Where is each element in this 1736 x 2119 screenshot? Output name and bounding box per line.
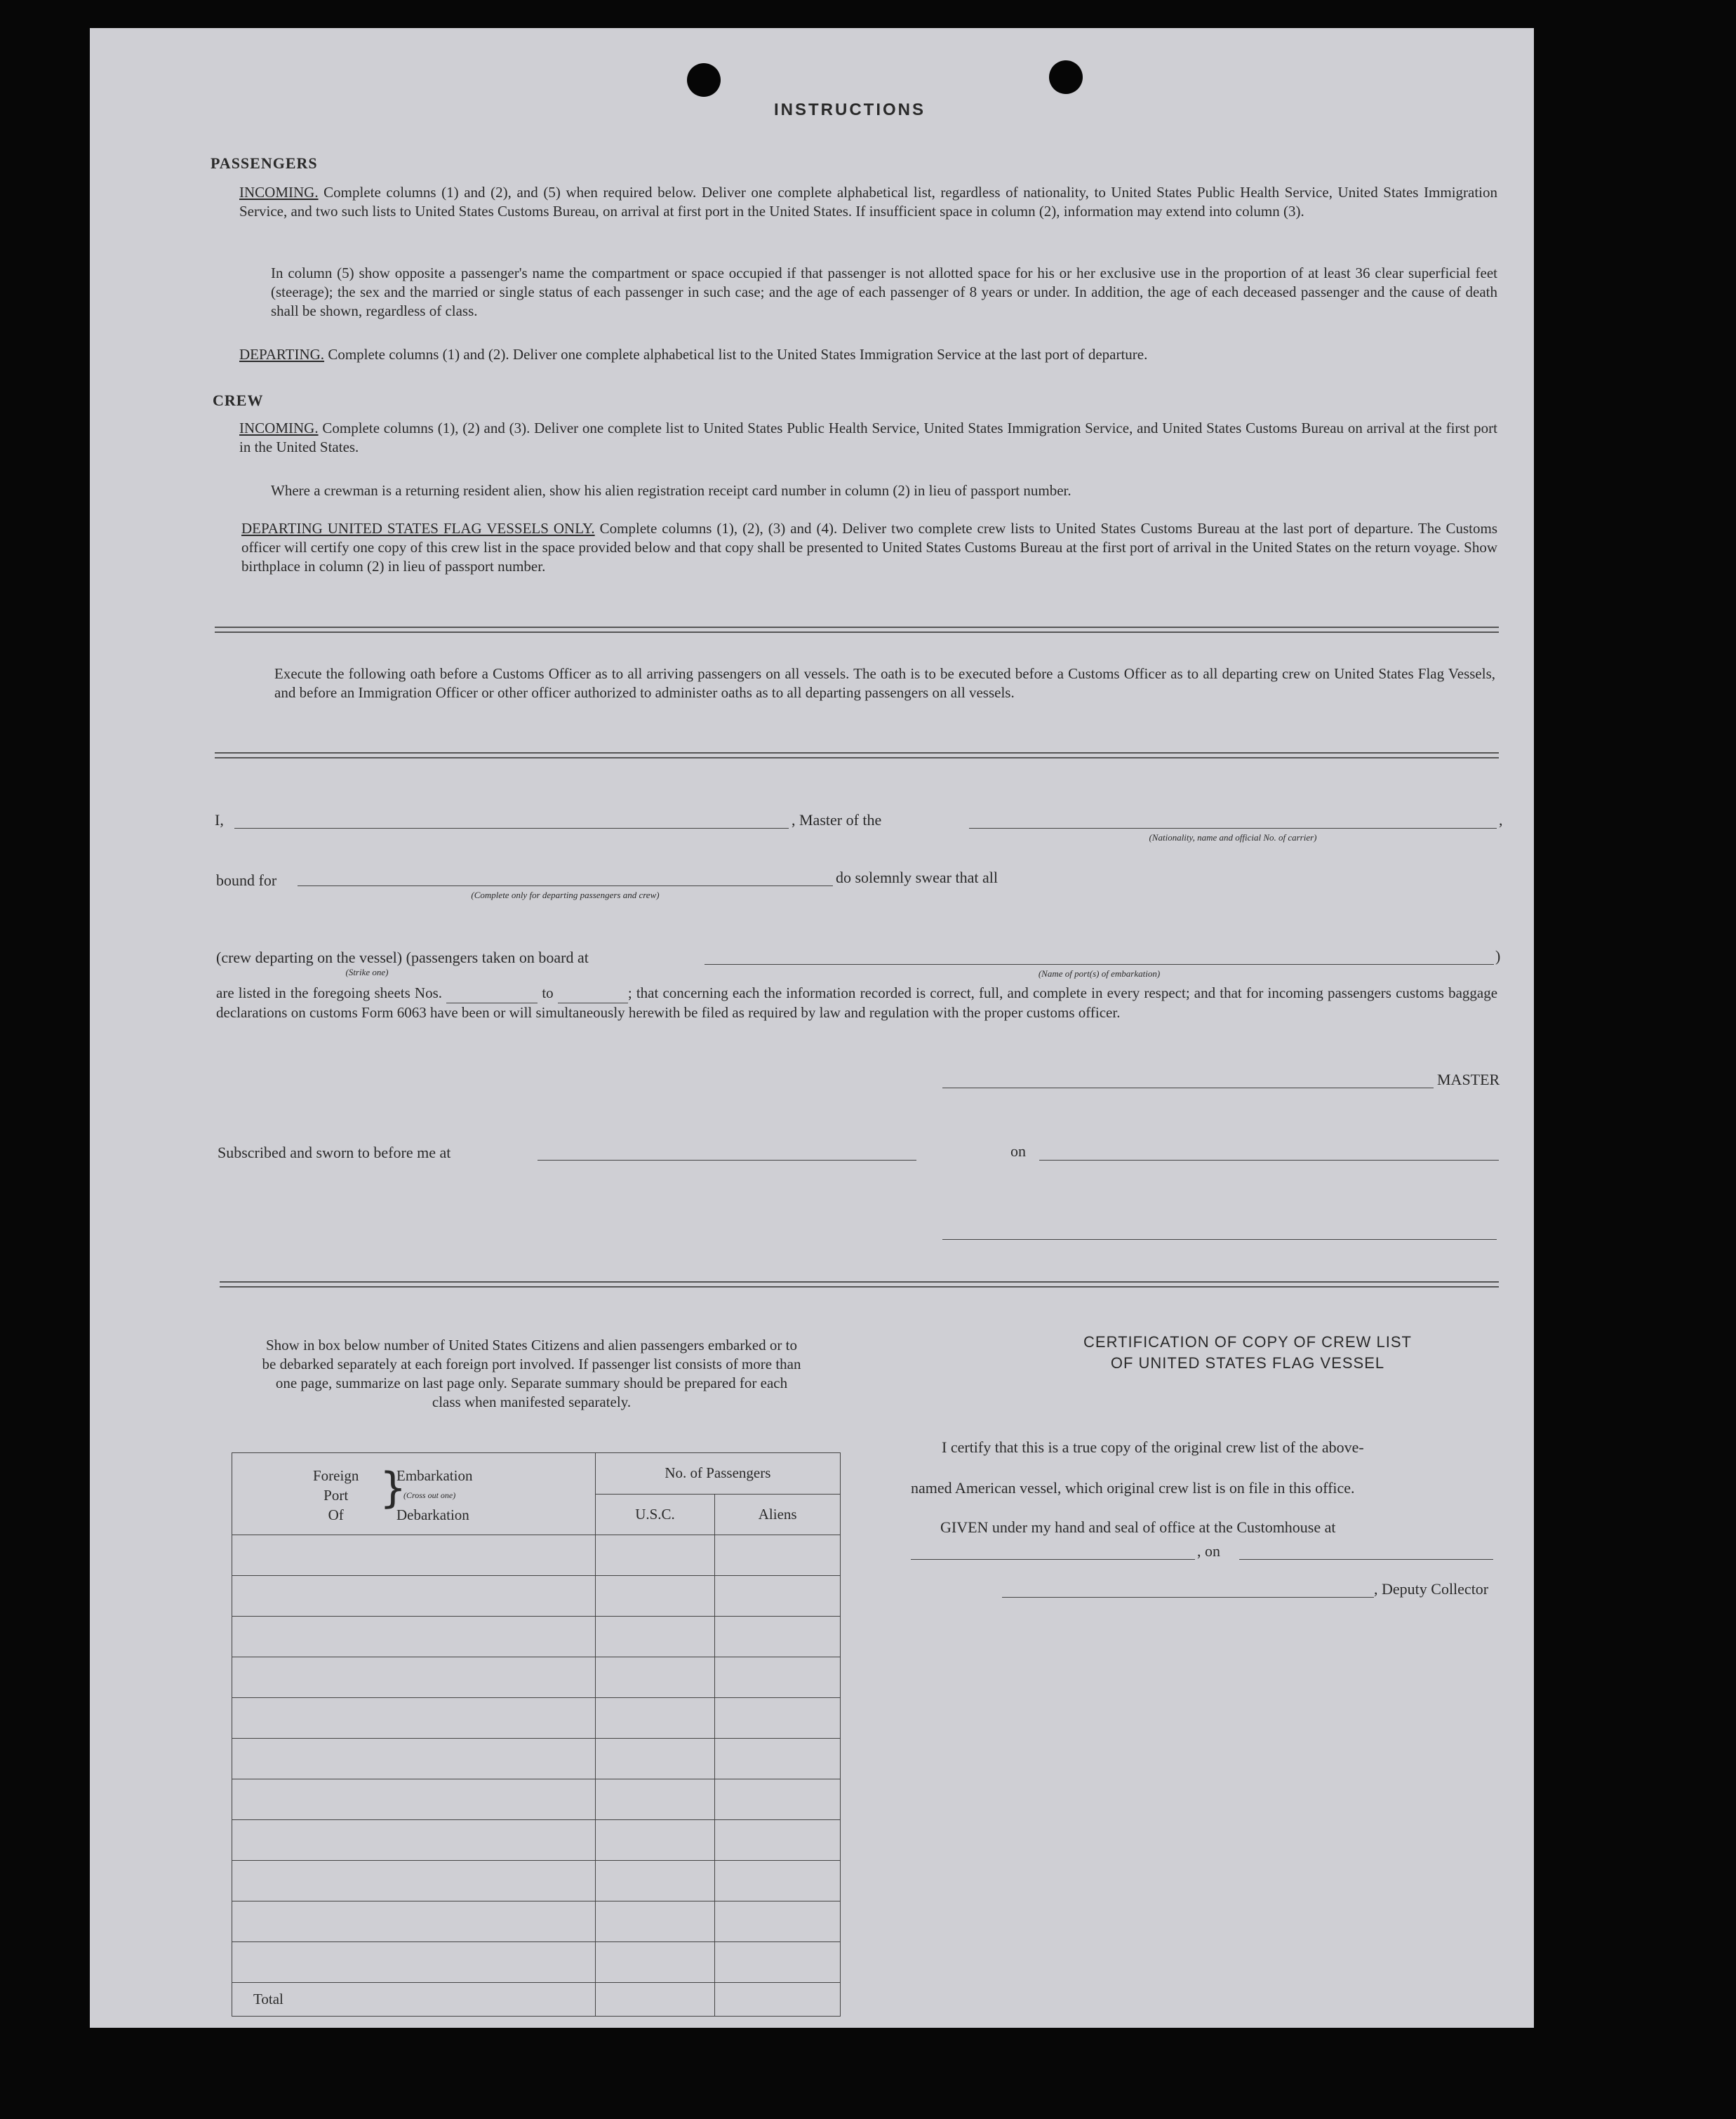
total-usc-cell[interactable]	[595, 1983, 715, 2017]
oath-instructions: Execute the following oath before a Customs Officer as to all arriving passengers on all vessels. The oath is to be executed before a Customs Officer as to all departing crew on United States Flag Vessels, and before an Immigration Officer or other officer authorized to administer oaths as to all departing passengers on all vessels.	[274, 665, 1495, 701]
crew-incoming-label: INCOMING.	[239, 420, 319, 436]
passengers-departing-label: DEPARTING.	[239, 346, 325, 363]
officer-signature-field[interactable]	[942, 1239, 1497, 1240]
passengers-incoming-paragraph	[239, 183, 1497, 221]
sheets-from-field[interactable]	[446, 984, 538, 1003]
sheets-to-field[interactable]	[558, 984, 628, 1003]
subscribed-label: Subscribed and sworn to before me at	[218, 1144, 451, 1161]
carrier-field[interactable]	[969, 828, 1497, 829]
section-divider	[215, 752, 1499, 758]
ports-note: (Name of port(s) of embarkation)	[1038, 968, 1161, 979]
total-label: Total	[232, 1983, 596, 2017]
section-divider	[215, 627, 1499, 633]
section-divider	[220, 1281, 1499, 1288]
customhouse-field[interactable]	[911, 1559, 1195, 1560]
subscribed-date-field[interactable]	[1039, 1160, 1499, 1161]
passengers-heading: PASSENGERS	[211, 154, 318, 172]
crew-resident-paragraph: Where a crewman is a returning resident alien, show his alien registration receipt card number in column (2) in lieu of passport number.	[271, 482, 1071, 499]
passenger-summary-table	[232, 1452, 841, 2017]
oath-i-label: I,	[215, 811, 224, 829]
subscribed-on-label: on	[1010, 1142, 1026, 1160]
certify-line1: I certify that this is a true copy of the original crew list of the above-	[942, 1438, 1364, 1456]
table-row	[232, 1861, 841, 1901]
certification-title: CERTIFICATION OF COPY OF CREW LIST OF UNITED STATES FLAG VESSEL	[1083, 1333, 1412, 1372]
crew-incoming-text: Complete columns (1), (2) and (3). Deliver one complete list to United States Public Health Service, United States Immigration Service, and United States Customs Bureau on arrival at the first port in the United States.	[239, 420, 1498, 455]
table-row	[232, 1901, 841, 1942]
crew-departing-text: Complete columns (1), (2), (3) and (4). Deliver two complete crew lists to United States Customs Bureau at the last port of departure. The Customs officer will certify one copy of this crew list in the space provided below and that copy shall be presented to United States Customs Bureau at the first port of arrival in the United States on the return voyage. Show birthplace in column (2) in lieu of passport number.	[241, 520, 1498, 575]
bound-for-label: bound for	[216, 871, 277, 889]
crew-heading: CREW	[213, 392, 264, 409]
passengers-departing-paragraph	[239, 345, 1497, 364]
certify-line2: named American vessel, which original crew list is on file in this office.	[911, 1479, 1355, 1497]
carrier-note: (Nationality, name and official No. of carrier)	[1149, 832, 1317, 843]
master-label: MASTER	[1437, 1071, 1500, 1088]
table-row	[232, 1535, 841, 1576]
crew-incoming-paragraph	[239, 419, 1497, 457]
crew-departing-text: (crew departing on the vessel) (passengers taken on board at	[216, 949, 589, 966]
no-passengers-header: No. of Passengers	[595, 1453, 840, 1495]
table-row	[232, 1698, 841, 1739]
port-header-cell: Foreign Port Of } Embarkation (Cross out one) Debarkation	[232, 1453, 596, 1535]
crew-departing-label: DEPARTING UNITED STATES FLAG VESSELS ONLY.	[241, 520, 595, 537]
table-row	[232, 1617, 841, 1657]
total-aliens-cell[interactable]	[715, 1983, 841, 2017]
punch-hole	[687, 63, 721, 97]
listed-paragraph: are listed in the foregoing sheets Nos. to ; that concerning each the information recorded is correct, full, and complete in every respect; and that for incoming passengers customs baggage declarations on customs Form 6063 have been or will simultaneously herewith be filed as required by law and regulation with the proper customs officer.	[216, 984, 1498, 1021]
table-row	[232, 1820, 841, 1861]
embarkation-port-field[interactable]	[705, 964, 1494, 965]
passengers-column5-paragraph: In column (5) show opposite a passenger's name the compartment or space occupied if that passenger is not allotted space for his or her exclusive use in the proportion of at least 36 clear superficial feet (steerage); the sex and the married or single status of each passenger in such case; and the age of each passenger of 8 years or under. In addition, the age of each deceased passenger and the cause of death shall be shown, regardless of class.	[271, 265, 1497, 319]
bound-for-note: (Complete only for departing passengers and crew)	[471, 890, 660, 900]
swear-text: do solemnly swear that all	[836, 869, 998, 886]
strike-note: (Strike one)	[345, 967, 389, 977]
deputy-signature-field[interactable]	[1002, 1597, 1374, 1598]
table-row	[232, 1657, 841, 1698]
page-title: INSTRUCTIONS	[774, 100, 926, 119]
table-row	[232, 1779, 841, 1820]
given-text: GIVEN under my hand and seal of office at the Customhouse at	[940, 1518, 1336, 1536]
certification-date-field[interactable]	[1239, 1559, 1493, 1560]
bound-for-field[interactable]	[298, 885, 833, 886]
passengers-incoming-label: INCOMING.	[239, 184, 319, 201]
master-of-label: , Master of the	[792, 811, 882, 829]
passengers-departing-text: Complete columns (1) and (2). Deliver one complete alphabetical list to the United States Immigration Service at the last port of departure.	[328, 346, 1148, 363]
crew-departing-paragraph	[241, 519, 1497, 576]
table-row	[232, 1739, 841, 1779]
subscribed-place-field[interactable]	[538, 1160, 916, 1161]
box-instructions: Show in box below number of United States Citizens and alien passengers embarked or to be debarked separately at each foreign port involved. If passenger list consists of more than one page, summarize on last page only. Separate summary should be prepared for each class when manifested separately.	[262, 1337, 801, 1410]
total-row	[232, 1983, 841, 2017]
punch-hole	[1049, 60, 1083, 94]
aliens-header: Aliens	[715, 1494, 841, 1535]
table-row	[232, 1576, 841, 1617]
certification-on-label: , on	[1197, 1542, 1220, 1560]
document-page: INSTRUCTIONS PASSENGERS INCOMING. Complete columns (1) and (2), and (5) when required below. Deliver one complete alphabetical list, regardless of nationality, to United States Public Health Service, United States Immigration Service, and two such lists to United States Customs Bureau, on arrival at first port in the United States. If insufficient space in column (2), information may extend into column (3). In column (5) show opposite a passenger's name the compartment or space occupied if that passenger is not allotted space for his or her exclusive use in the proportion of at least 36 clear superficial feet (steerage); the sex and the married or single status of each passenger in such case; and the age of each passenger of 8 years or under. In addition, the age of each deceased passenger and the cause of death shall be shown, regardless of class. DEPARTING. Complete columns (1) and (2). Deliver one complete alphabetical list to the United States Immigration Service at the last port of departure. CREW INCOMING. Complete columns (1), (2) and (3). Deliver one complete list to United States Public Health Service, United States Immigration Service, and United States Customs Bureau on arrival at the first port in the United States. Where a crewman is a returning resident alien, show his alien registration receipt card number in column (2) in lieu of passport number. DEPARTING UNITED STATES FLAG VESSELS ONLY. Complete columns (1), (2), (3) and (4). Deliver two complete crew lists to United States Customs Bureau at the last port of departure. The Customs officer will certify one copy of this crew list in the space provided below and that copy shall be presented to United States Customs Bureau at the first port of arrival in the United States on the return voyage. Show birthplace in column (2) in lieu of passport number. Execute the following oath before a Customs Officer as to all arriving passengers on all vessels. The oath is to be executed before a Customs Officer as to all departing crew on United States Flag Vessels, and before an Immigration Officer or other officer authorized to administer oaths as to all departing passengers on all vessels. I, , Master of the , (Nationality, name and official No. of carrier) bound for (Complete only for departing passengers and crew) do solemnly swear that all (crew departing on the vessel) (passengers taken on board at (Strike one) ) (Name of port(s) of embarkation) are listed in the foregoing sheets Nos. to ; that concerning each the information recorded is correct, full, and complete in every respect; and that for incoming passengers customs baggage declarations on customs Form 6063 have been or will simultaneously herewith be filed as required by law and regulation with the proper customs officer. MASTER Subscribed and sworn to before me at on Show in box below number of United States Citizens and alien passengers embarked or to be debarked separately at each foreign port involved. If passenger list consists of more than one page, summarize on last page only. Separate summary should be prepared for each class when manifested separately. Foreign Port Of } Embarkation (Cross out one) Debarkation No. of Passengers U.S.C. Aliens Total CERTIFICATION OF COPY OF CREW LIST OF UNITED STATES FLAG VESSEL I certify that this is a true copy of the original crew list of the above- named American vessel, which original crew list is on file in this office. GIVEN under my hand and seal of office at the Customhouse at , on , Deputy Collector	[90, 28, 1534, 2028]
table-row	[232, 1942, 841, 1983]
passengers-incoming-text: Complete columns (1) and (2), and (5) when required below. Deliver one complete alphabetical list, regardless of nationality, to United States Public Health Service, United States Immigration Service, and two such lists to United States Customs Bureau, on arrival at first port in the United States. If insufficient space in column (2), information may extend into column (3).	[239, 184, 1498, 220]
usc-header: U.S.C.	[595, 1494, 715, 1535]
master-name-field[interactable]	[234, 828, 789, 829]
deputy-collector-label: , Deputy Collector	[1374, 1580, 1489, 1598]
